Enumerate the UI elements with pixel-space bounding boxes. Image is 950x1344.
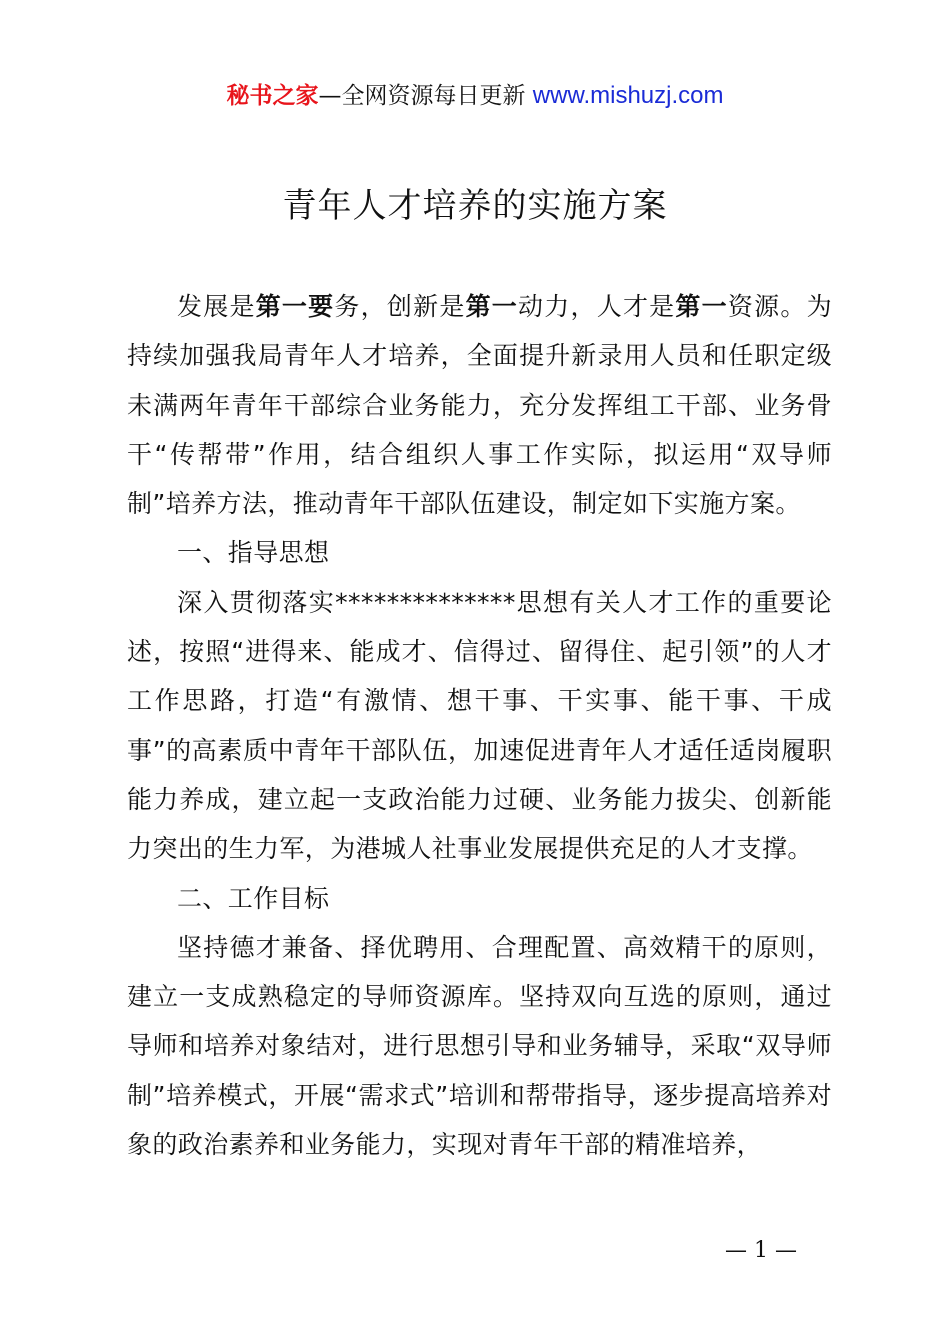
document-body [127, 282, 832, 1169]
section-heading-guiding-ideology: 一、指导思想 [177, 538, 330, 568]
document-title: 青年人才培养的实施方案 [282, 186, 668, 226]
section-paragraph-guiding-ideology: 深入贯彻落实**************思想有关人才工作的重要论述，按照“进得来、能成才、信得过、留得住、起引领”的人才工作思路，打造“有激情、想干事、干实事、能干事、干成事”的高素质中青年干部队伍，加速促进青年人才适任适岗履职能力养成，建立起一支政治能力过硬、业务能力拔尖、创新能力突出的生力军，为港城人社事业发展提供充足的人才支撑。 [127, 587, 832, 864]
site-url-link[interactable]: www.mishuzj.com [532, 82, 724, 109]
section-heading-work-goals: 二、工作目标 [177, 883, 330, 913]
intro-paragraph: 发展是第一要务，创新是第一动力，人才是第一资源。为持续加强我局青年人才培养，全面提升新录用人员和任职定级未满两年青年干部综合业务能力，充分发挥组工干部、业务骨干“传帮带”作用，结合组织人事工作实际，拟运用“双导师制”培养方法，推动青年干部队伍建设，制定如下实施方案。 [127, 292, 832, 519]
header-tagline: —全网资源每日更新 [318, 83, 526, 109]
brand-name: 秘书之家 [226, 83, 319, 109]
section-paragraph-work-goals: 坚持德才兼备、择优聘用、合理配置、高效精干的原则，建立一支成熟稳定的导师资源库。坚持双向互选的原则，通过导师和培养对象结对，进行思想引导和业务辅导，采取“双导师制”培养模式，开展“需求式”培训和帮带指导，逐步提高培养对象的政治素养和业务能力，实现对青年干部的精准培养， [127, 932, 832, 1160]
page-number: — 1 — [725, 1238, 797, 1263]
site-header [0, 80, 950, 112]
